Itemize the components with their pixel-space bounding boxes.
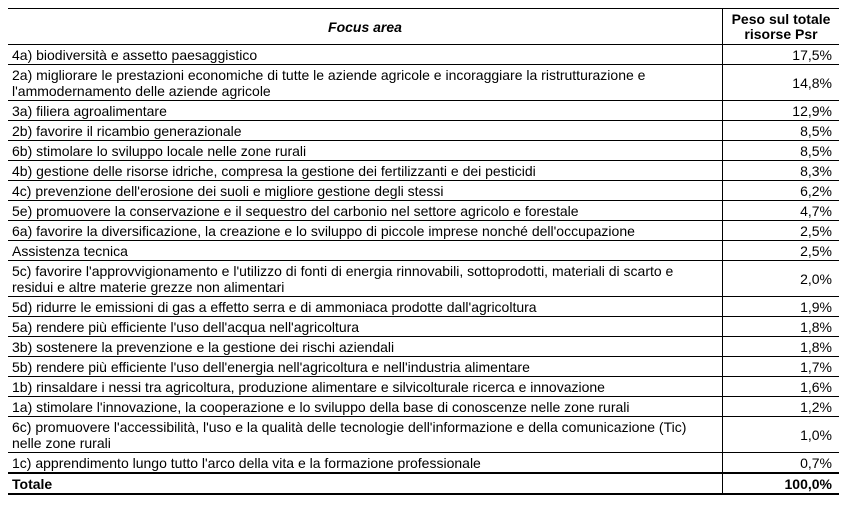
table-row: [8, 317, 839, 337]
table-row: [8, 161, 839, 181]
focus-area-cell: 4b) gestione delle risorse idriche, compresa la gestione dei fertilizzanti e dei pesticidi: [8, 161, 723, 181]
table-row: [8, 337, 839, 357]
header-peso: [723, 9, 840, 45]
table-row: [8, 417, 839, 453]
table-row: [8, 297, 839, 317]
table-row: [8, 65, 839, 101]
focus-area-cell: 4c) prevenzione dell'erosione dei suoli e migliore gestione degli stessi: [8, 181, 723, 201]
peso-cell: 8,5%: [723, 121, 840, 141]
peso-cell: 1,6%: [723, 377, 840, 397]
peso-cell: 2,5%: [723, 221, 840, 241]
peso-cell: 2,5%: [723, 241, 840, 261]
focus-area-cell: 4a) biodiversità e assetto paesaggistico: [8, 45, 723, 65]
peso-cell: 1,7%: [723, 357, 840, 377]
total-row: [8, 473, 839, 494]
peso-cell: 2,0%: [723, 261, 840, 297]
focus-area-cell: Assistenza tecnica: [8, 241, 723, 261]
table-row: [8, 121, 839, 141]
focus-area-cell: 3b) sostenere la prevenzione e la gestione dei rischi aziendali: [8, 337, 723, 357]
peso-cell: 1,2%: [723, 397, 840, 417]
focus-area-cell: 6b) stimolare lo sviluppo locale nelle zone rurali: [8, 141, 723, 161]
table-row: [8, 201, 839, 221]
peso-cell: 12,9%: [723, 101, 840, 121]
focus-area-cell: 5b) rendere più efficiente l'uso dell'energia nell'agricoltura e nell'industria alimentare: [8, 357, 723, 377]
table-row: [8, 453, 839, 474]
focus-area-cell: 1a) stimolare l'innovazione, la cooperazione e lo sviluppo della base di conoscenze nelle zone rurali: [8, 397, 723, 417]
focus-area-cell: 6a) favorire la diversificazione, la creazione e lo sviluppo di piccole imprese nonché dell'occupazione: [8, 221, 723, 241]
focus-area-cell: 1c) apprendimento lungo tutto l'arco della vita e la formazione professionale: [8, 453, 723, 474]
peso-cell: 1,0%: [723, 417, 840, 453]
peso-cell: 14,8%: [723, 65, 840, 101]
peso-cell: 6,2%: [723, 181, 840, 201]
peso-cell: 1,8%: [723, 317, 840, 337]
peso-cell: 4,7%: [723, 201, 840, 221]
table-row: [8, 181, 839, 201]
header-row: [8, 9, 839, 45]
focus-area-cell: 2a) migliorare le prestazioni economiche di tutte le aziende agricole e incoraggiare la ristrutturazione e l'ammodernamento delle aziende agricole: [8, 65, 723, 101]
focus-area-cell: 1b) rinsaldare i nessi tra agricoltura, produzione alimentare e silvicolturale ricerca e innovazione: [8, 377, 723, 397]
peso-cell: 8,5%: [723, 141, 840, 161]
focus-area-cell: 5a) rendere più efficiente l'uso dell'acqua nell'agricoltura: [8, 317, 723, 337]
table-row: [8, 221, 839, 241]
peso-cell: 1,8%: [723, 337, 840, 357]
table-row: [8, 357, 839, 377]
peso-cell: 8,3%: [723, 161, 840, 181]
table-body: [8, 45, 839, 474]
focus-area-cell: 6c) promuovere l'accessibilità, l'uso e la qualità delle tecnologie dell'informazione e della comunicazione (Tic) nelle zone rurali: [8, 417, 723, 453]
total-value: 100,0%: [723, 473, 840, 494]
header-focus-area: Focus area: [8, 9, 723, 45]
peso-cell: 1,9%: [723, 297, 840, 317]
focus-area-cell: 3a) filiera agroalimentare: [8, 101, 723, 121]
header-peso-line1: Peso sul totale: [731, 10, 831, 27]
focus-area-cell: 5d) ridurre le emissioni di gas a effetto serra e di ammoniaca prodotte dall'agricoltura: [8, 297, 723, 317]
table-row: [8, 377, 839, 397]
table-row: [8, 241, 839, 261]
total-label: Totale: [8, 473, 723, 494]
focus-area-table: [8, 8, 839, 495]
peso-cell: 0,7%: [723, 453, 840, 474]
peso-cell: 17,5%: [723, 45, 840, 65]
focus-area-cell: 2b) favorire il ricambio generazionale: [8, 121, 723, 141]
table-row: [8, 397, 839, 417]
focus-area-cell: 5c) favorire l'approvvigionamento e l'utilizzo di fonti di energia rinnovabili, sottoprodotti, materiali di scarto e residui e altre materie grezze non alimentari: [8, 261, 723, 297]
header-peso-line2: risorse Psr: [744, 25, 818, 42]
table-row: [8, 45, 839, 65]
table-row: [8, 141, 839, 161]
focus-area-cell: 5e) promuovere la conservazione e il sequestro del carbonio nel settore agricolo e forestale: [8, 201, 723, 221]
table-row: [8, 261, 839, 297]
table-row: [8, 101, 839, 121]
